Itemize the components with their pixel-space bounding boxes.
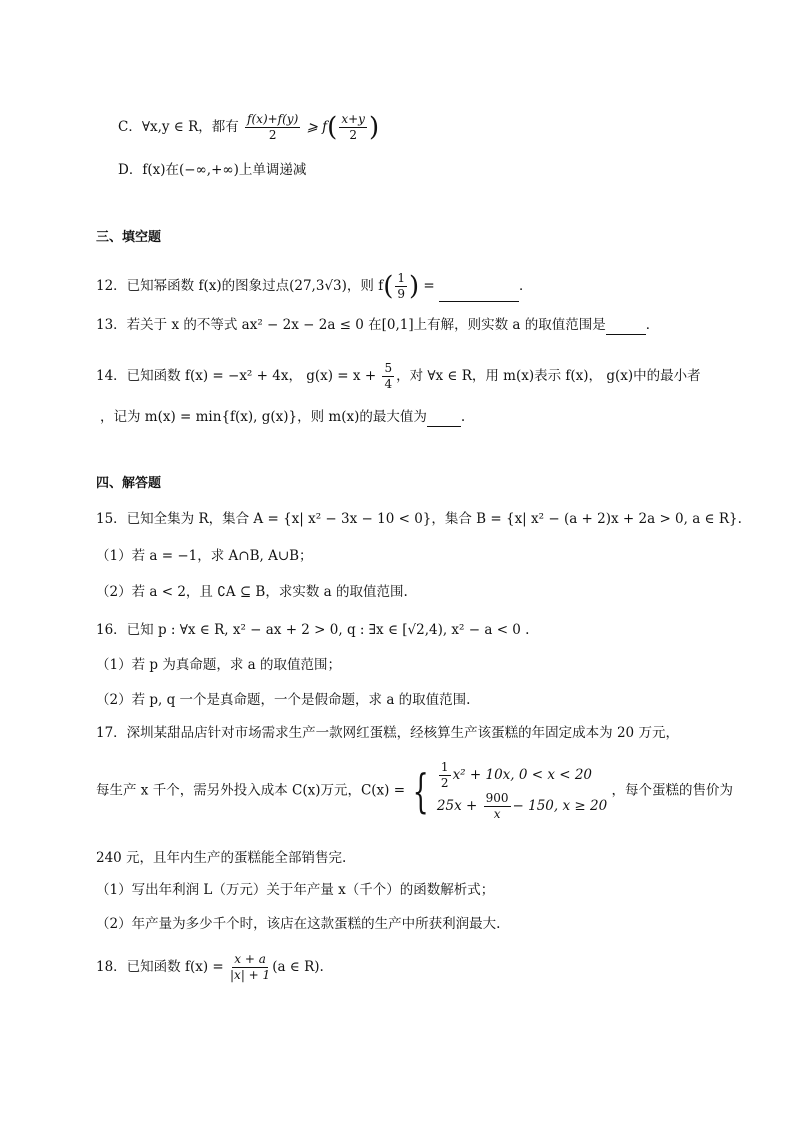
- question-14: [96, 361, 701, 392]
- q12-fraction: $\frac{1}{9}$: [397, 271, 405, 301]
- q12-answer-blank: [439, 287, 519, 302]
- piece-case-2: 25x + $\frac{900}{x}$ − 150, x ≥ 20: [436, 791, 608, 821]
- question-15: 15．已知全集为 R，集合 A = {x| x² − 3x − 10 < 0}，集合 B = {x| x² − (a + 2)x + 2a > 0, a ∈ R}.: [96, 511, 742, 527]
- q14-line2: ，记为 m(x) = min{f(x), g(x)}，则 m(x)的最大值为: [100, 409, 427, 425]
- q12-prefix: 12．已知幂函数 f(x)的图象过点(27,3√3)，则 f: [96, 278, 384, 294]
- q17-line2-prefix: 每生产 x 千个，需另外投入成本 C(x)万元，C(x) =: [96, 782, 406, 799]
- question-17-part2: （2）年产量为多少千个时，该店在这款蛋糕的生产中所获利润最大.: [96, 916, 501, 932]
- section-solution-title: 四、解答题: [96, 476, 162, 491]
- q17-line2-suffix: ，每个蛋糕的售价为: [611, 782, 733, 799]
- question-13: 13．若关于 x 的不等式 ax² − 2x − 2a ≤ 0 在[0,1]上有解，则实数 a 的取值范围是 ．: [96, 317, 660, 333]
- piecewise-cases: [437, 760, 607, 822]
- question-17-line3: 240 元，且年内生产的蛋糕能全部销售完.: [96, 850, 347, 866]
- question-12: 12．已知幂函数 f(x)的图象过点(27,3√3)，则 f( $\frac{1}{9}$ ) = ．: [96, 271, 533, 302]
- q18-fraction: $\frac{x + a}{|x| + 1}$: [230, 952, 271, 982]
- q12-suffix: =: [419, 278, 440, 294]
- piece-case-1: $\frac{1}{2}$ x² + 10x, 0 < x < 20: [440, 760, 593, 790]
- question-15-part1: （1）若 a = −1，求 A∩B, A∪B；: [96, 548, 313, 564]
- q18-suffix: (a ∈ R).: [272, 959, 324, 975]
- q14-prefix: 14．已知函数 f(x) = −x² + 4x， g(x) = x +: [96, 368, 377, 384]
- q14-suffix: ，对 ∀x ∈ R，用 m(x)表示 f(x)， g(x)中的最小者: [396, 368, 701, 384]
- section-fill-in-title: 三、填空题: [96, 230, 162, 245]
- q13-text: 13．若关于 x 的不等式 ax² − 2x − 2a ≤ 0 在[0,1]上有解，则实数 a 的取值范围是: [96, 317, 606, 333]
- option-c-fraction-2: $\frac{x+y}{2}$: [341, 112, 365, 142]
- question-17: 17．深圳某甜品店针对市场需求生产一款网红蛋糕，经核算生产该蛋糕的年固定成本为 20 万元，: [96, 725, 679, 741]
- option-d: D．f(x)在(−∞,+∞)上单调递减: [118, 162, 307, 178]
- question-16: 16．已知 p : ∀x ∈ R, x² − ax + 2 > 0, q : ∃x ∈ [√2,4), x² − a < 0 .: [96, 622, 530, 638]
- question-17-part1: （1）写出年利润 L（万元）关于年产量 x（千个）的函数解析式；: [96, 882, 495, 898]
- question-16-part2: （2）若 p, q 一个是真命题，一个是假命题，求 a 的取值范围.: [96, 692, 471, 708]
- question-15-part2: （2）若 a < 2，且 ∁A ⊆ B，求实数 a 的取值范围.: [96, 584, 408, 600]
- q13-answer-blank: [606, 320, 646, 335]
- question-18: [96, 952, 324, 983]
- piecewise-brace: {: [412, 764, 430, 818]
- option-c: C．∀x,y ∈ R，都有 $\frac{f(x)+f(y)}{2}$ ⩾ f( $\frac{x+y}{2}$ ): [118, 112, 380, 143]
- option-c-mid: ⩾ f: [306, 119, 328, 135]
- option-c-prefix: C．∀x,y ∈ R，都有: [118, 119, 239, 135]
- question-14-line2: ，记为 m(x) = min{f(x), g(x)}，则 m(x)的最大值为 .: [100, 409, 466, 425]
- q14-answer-blank: [427, 412, 461, 427]
- question-17-line2: [96, 760, 733, 822]
- option-c-fraction: $\frac{f(x)+f(y)}{2}$: [247, 112, 299, 142]
- question-16-part1: （1）若 p 为真命题，求 a 的取值范围；: [96, 657, 341, 673]
- q18-prefix: 18．已知函数 f(x) =: [96, 959, 224, 975]
- q14-fraction: $\frac{5}{4}$: [384, 361, 393, 391]
